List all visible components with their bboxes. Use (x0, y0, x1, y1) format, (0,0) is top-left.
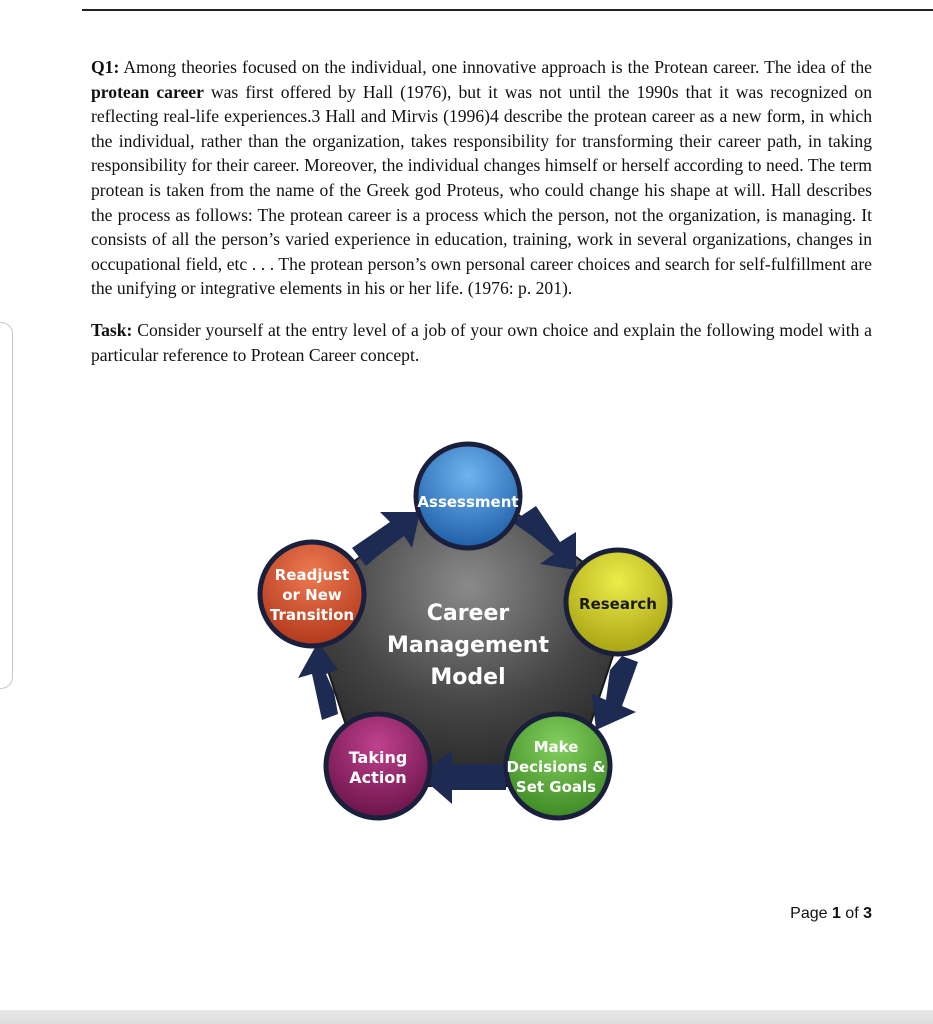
question-label: Q1: (91, 57, 120, 77)
decisions-label-line1: Make (533, 738, 579, 756)
decisions-label-line3: Set Goals (515, 778, 597, 796)
readjust-label-line3: Transition (269, 606, 355, 624)
career-management-model-diagram (240, 430, 700, 850)
readjust-label-line1: Readjust (274, 566, 350, 584)
readjust-label-line2: or New (282, 586, 342, 604)
task-paragraph (91, 318, 872, 367)
page-of: of (840, 905, 864, 922)
task-label: Task: (91, 319, 133, 340)
side-drawer-handle[interactable] (0, 322, 13, 689)
question-text-part2: was first offered by Hall (1976), but it was not until the 1990s that it was recognized on reflecting real-life experiences.3 Hall and Mirvis (1996)4 describe the protean career as a new form, in which the individual, rather than the organization, takes responsibility for transforming their career path, in taking responsibility for their career. Moreover, the individual changes himself or herself according to need. The term protean is taken from the name of the Greek god Proteus, who could change his shape at will. Hall describes the process as follows: The protean career is a process which the person, not the organization, is managing. It consists of all the person’s varied experience in education, training, work in several organizations, changes in occupational field, etc . . . The protean person’s own personal career choices and search for self-fulfillment are the unifying or integrative elements in his or her life. (1976: p. 201). (91, 81, 872, 299)
task-text: Consider yourself at the entry level of a job of your own choice and explain the following model with a particular reference to Protean Career concept. (91, 319, 872, 365)
decisions-label-line2: Decisions & (506, 758, 606, 776)
center-title-line3: Model (430, 665, 506, 690)
question-paragraph (91, 55, 872, 301)
action-label-line1: Taking (348, 748, 408, 767)
page-number (790, 905, 872, 923)
question-text-part1: Among theories focused on the individual, one innovative approach is the Protean career. The idea of the (119, 57, 872, 77)
center-title-line1: Career (426, 601, 510, 626)
assessment-label: Assessment (417, 493, 519, 511)
page-prefix: Page (790, 905, 832, 922)
research-label: Research (579, 595, 657, 613)
document-body (91, 55, 872, 367)
page-total: 3 (863, 905, 872, 922)
bottom-bar (0, 1010, 933, 1024)
page-current: 1 (831, 905, 841, 922)
center-title-line2: Management (387, 633, 549, 658)
action-label-line2: Action (349, 768, 407, 787)
protean-career-term: protean career (91, 81, 204, 102)
top-rule (82, 9, 933, 11)
